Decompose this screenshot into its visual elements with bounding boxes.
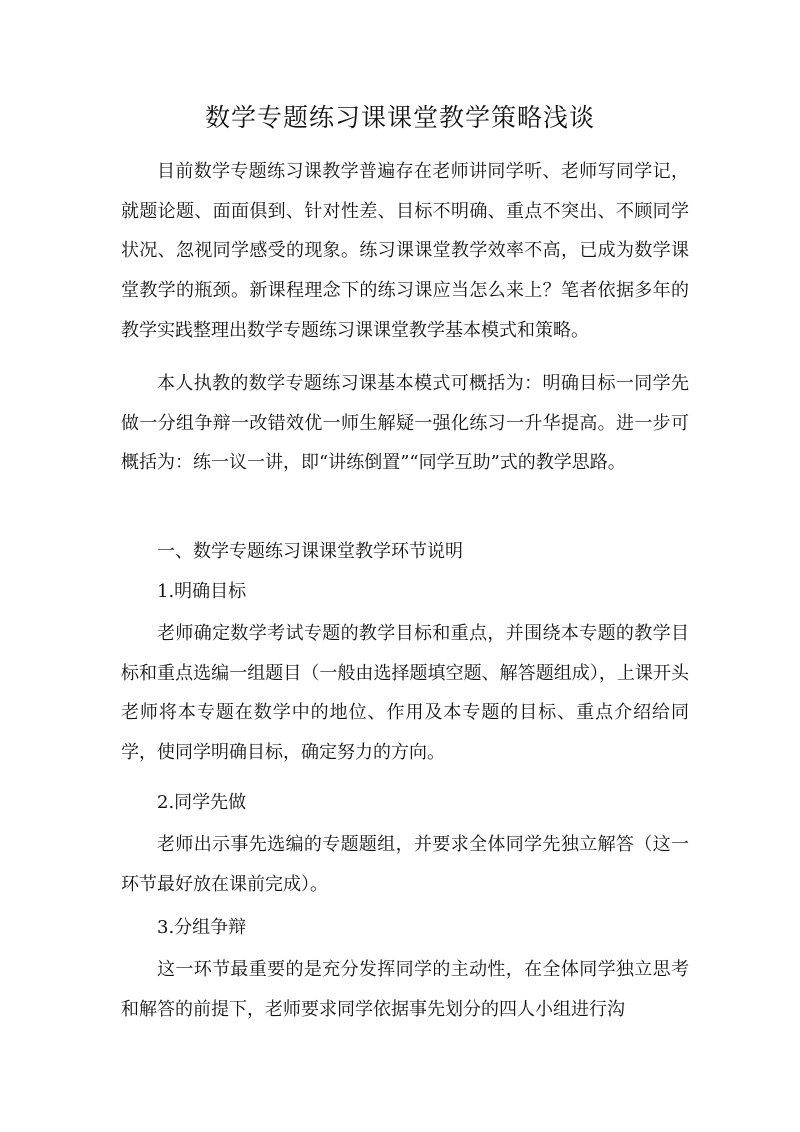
section-heading: 一、数学专题练习课课堂教学环节说明 bbox=[157, 541, 463, 562]
item-text-2: 老师出示事先选编的专题题组，并要求全体同学先独立解答（这一环节最好放在课前完成）。 bbox=[121, 834, 689, 895]
item-heading-1: 1.明确目标 bbox=[157, 581, 247, 602]
item-heading-2: 2.同学先做 bbox=[157, 792, 247, 813]
document-title: 数学专题练习课课堂教学策略浅谈 bbox=[204, 103, 595, 132]
item-heading-3: 3.分组争辩 bbox=[157, 917, 247, 938]
intro-paragraph: 目前数学专题练习课教学普遍存在老师讲同学听、老师写同学记，就题论题、面面俱到、针对性差、目标不明确、重点不突出、不顾同学状况、忽视同学感受的现象。练习课课堂教学效率不高，已成为数学课堂教学的瓶颈。新课程理念下的练习课应当怎么来上？笔者依据多年的教学实践整理出数学专题练习课课堂教学基本模式和策略。 bbox=[121, 161, 689, 341]
model-paragraph: 本人执教的数学专题练习课基本模式可概括为：明确目标一同学先做一分组争辩一改错效优一师生解疑一强化练习一升华提高。进一步可概括为：练一议一讲，即“讲练倒置”“同学互助”式的教学思路。 bbox=[121, 373, 689, 474]
item-text-1: 老师确定数学考试专题的教学目标和重点，并围绕本专题的教学目标和重点选编一组题目（一般由选择题填空题、解答题组成），上课开头老师将本专题在数学中的地位、作用及本专题的目标、重点介绍给同学，使同学明确目标，确定努力的方向。 bbox=[121, 623, 689, 764]
item-text-3: 这一环节最重要的是充分发挥同学的主动性，在全体同学独立思考和解答的前提下，老师要求同学依据事先划分的四人小组进行沟 bbox=[121, 959, 689, 1020]
